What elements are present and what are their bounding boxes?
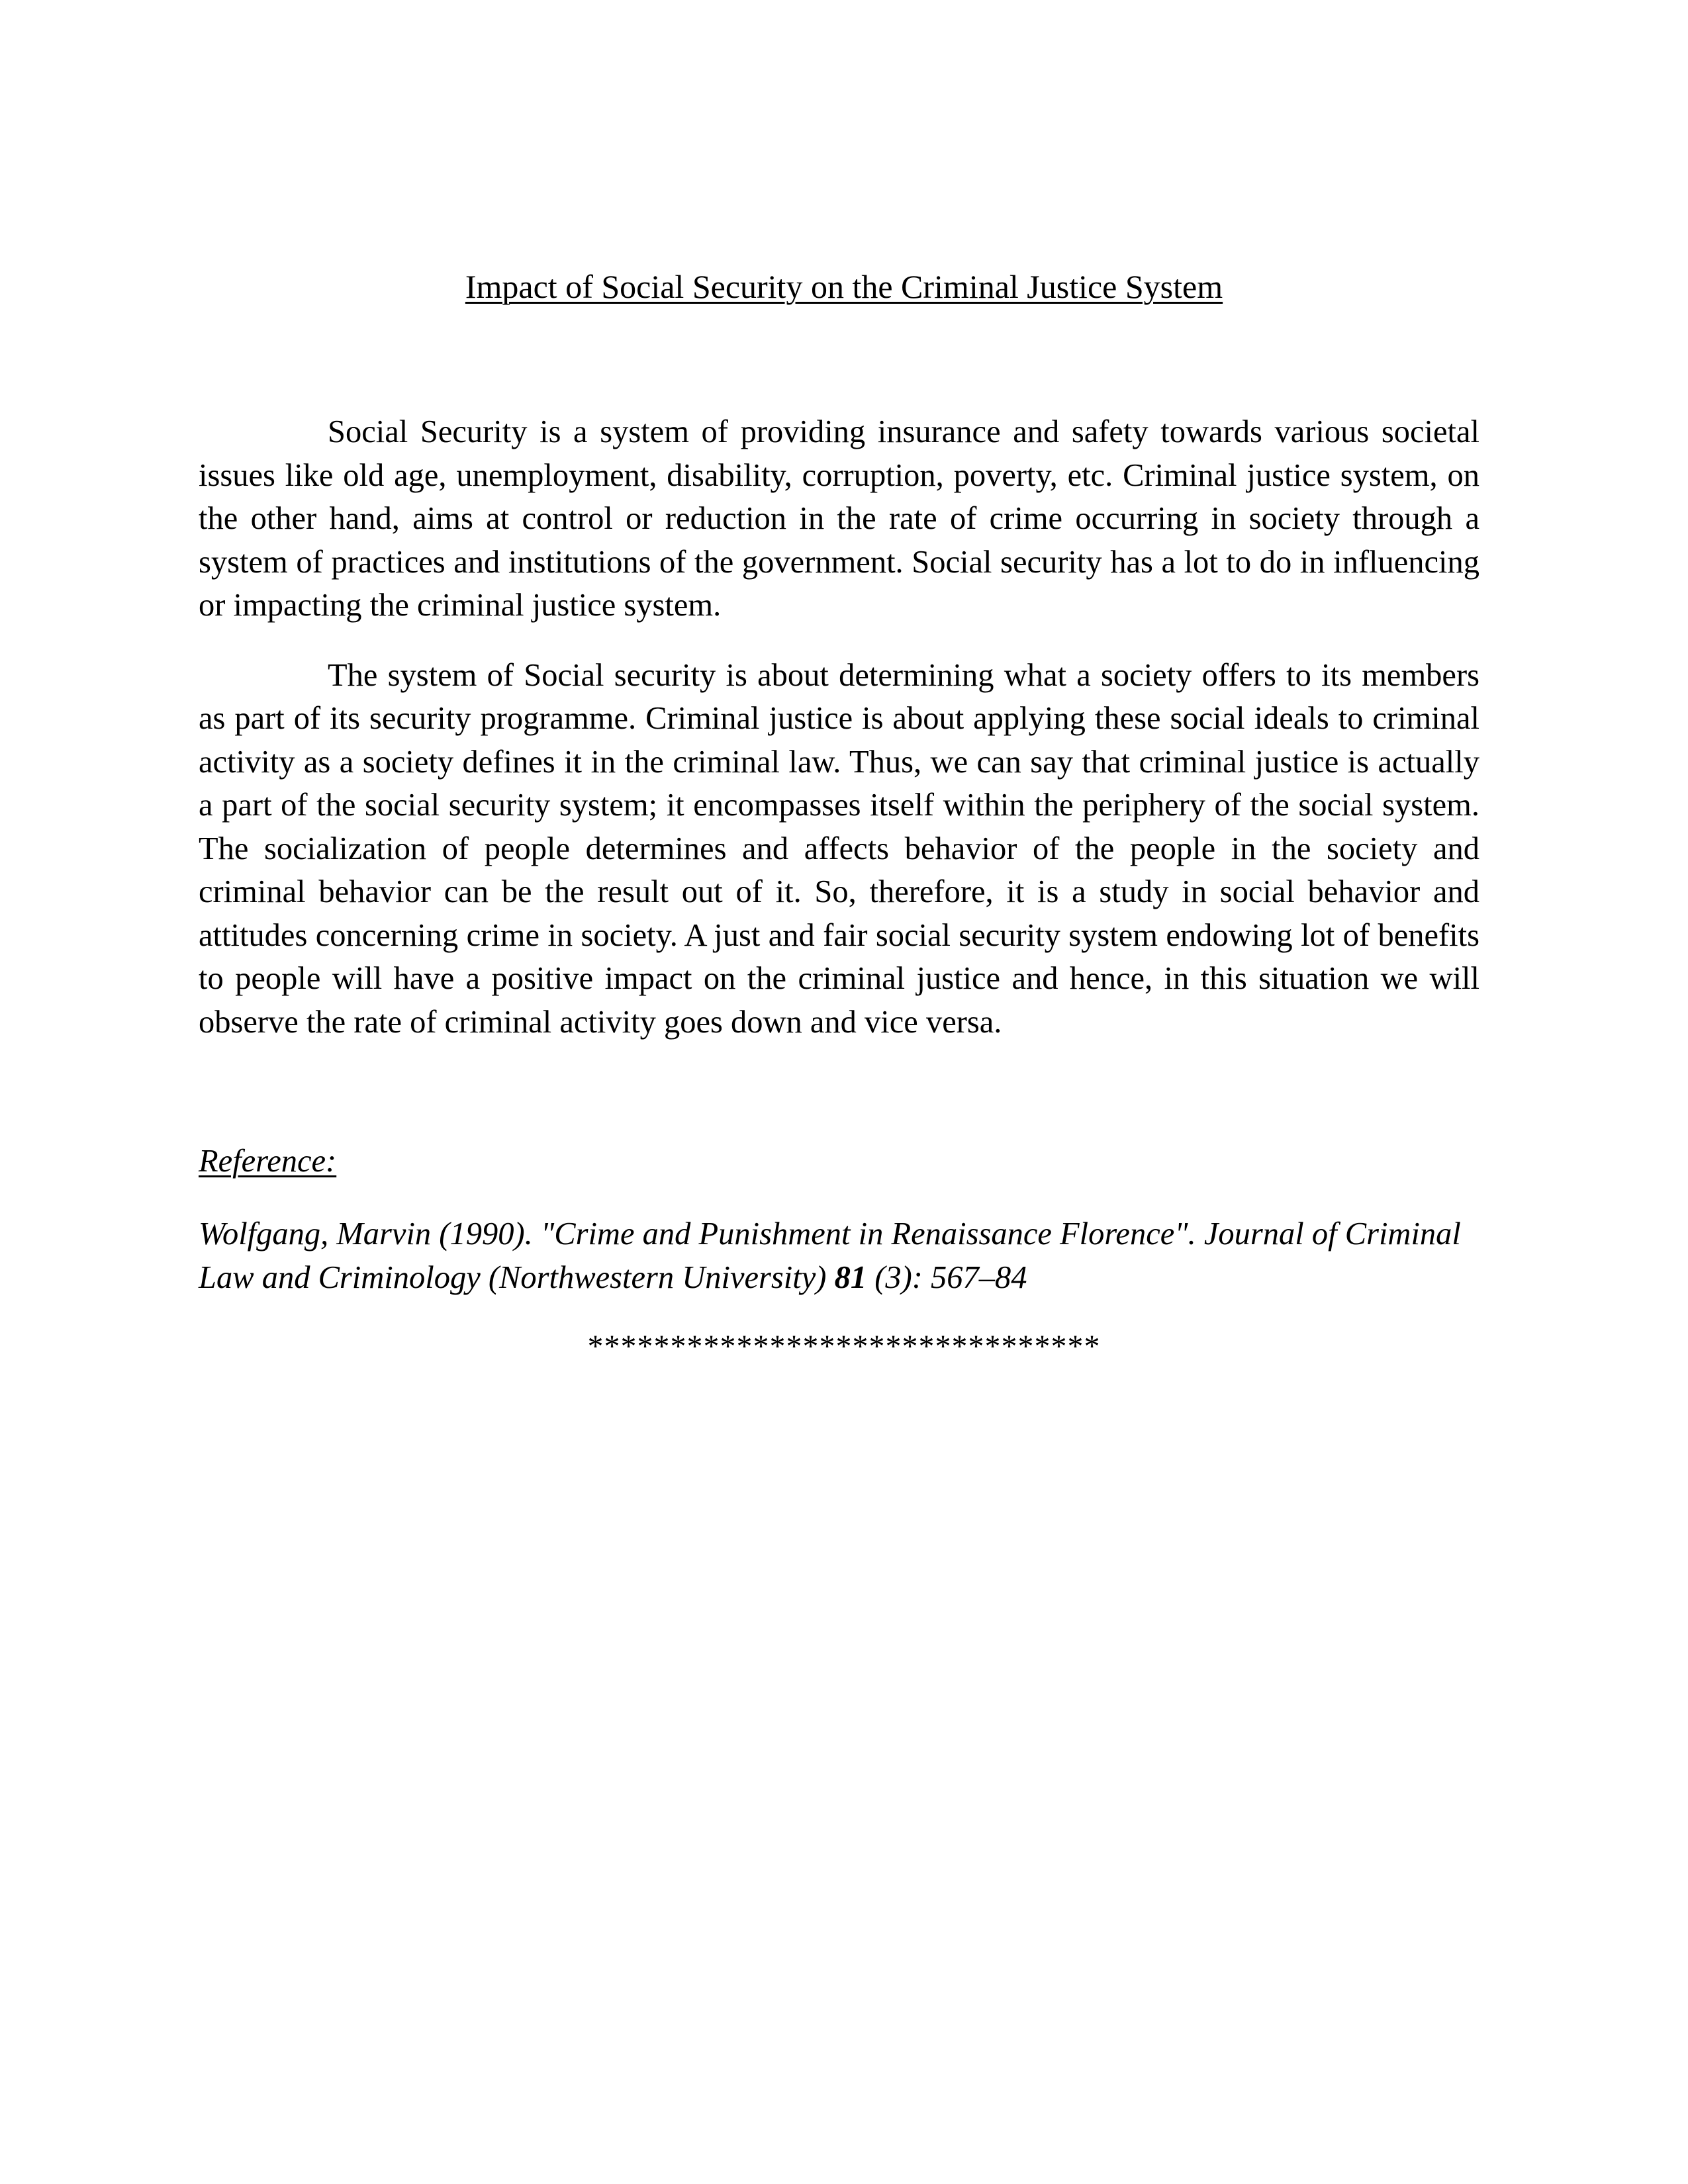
document-title-text: Impact of Social Security on the Criminal Justice System <box>465 268 1223 305</box>
reference-entry <box>199 1212 1479 1299</box>
body-paragraph-1: Social Security is a system of providing insurance and safety towards various societal issues like old age, unemployment, disability, corruption, poverty, etc. Criminal justice system, on the other hand, aims at control or reduction in the rate of crime occurring in society through a system of practices and institutions of the government. Social security has a lot to do in influencing or impacting the criminal justice system. <box>199 414 1479 623</box>
reference-volume: 81 <box>834 1259 867 1295</box>
document-title <box>0 265 1688 308</box>
document-body <box>199 410 1479 1044</box>
body-paragraph-2: The system of Social security is about determining what a society offers to its members as part of its security programme. Criminal justice is about applying these social ideals to criminal activity as a society defines it in the criminal law. Thus, we can say that criminal justice is actually a part of the social security system; it encompasses itself within the periphery of the social system. The socialization of people determines and affects behavior of the people in the society and criminal behavior can be the result out of it. So, therefore, it is a study in social behavior and attitudes concerning crime in society. A just and fair social security system endowing lot of benefits to people will have a positive impact on the criminal justice and hence, in this situation we will observe the rate of criminal activity goes down and vice versa. <box>199 657 1479 1040</box>
asterisk-divider: ******************************* <box>587 1329 1101 1364</box>
reference-heading: Reference: <box>199 1144 337 1179</box>
reference-citation-text: Wolfgang, Marvin (1990). "Crime and Punishment in Renaissance Florence". Journal of Criminal Law and Criminology (Northwestern University) <box>199 1216 1461 1295</box>
reference-issue-pages: (3): 567–84 <box>867 1259 1027 1295</box>
